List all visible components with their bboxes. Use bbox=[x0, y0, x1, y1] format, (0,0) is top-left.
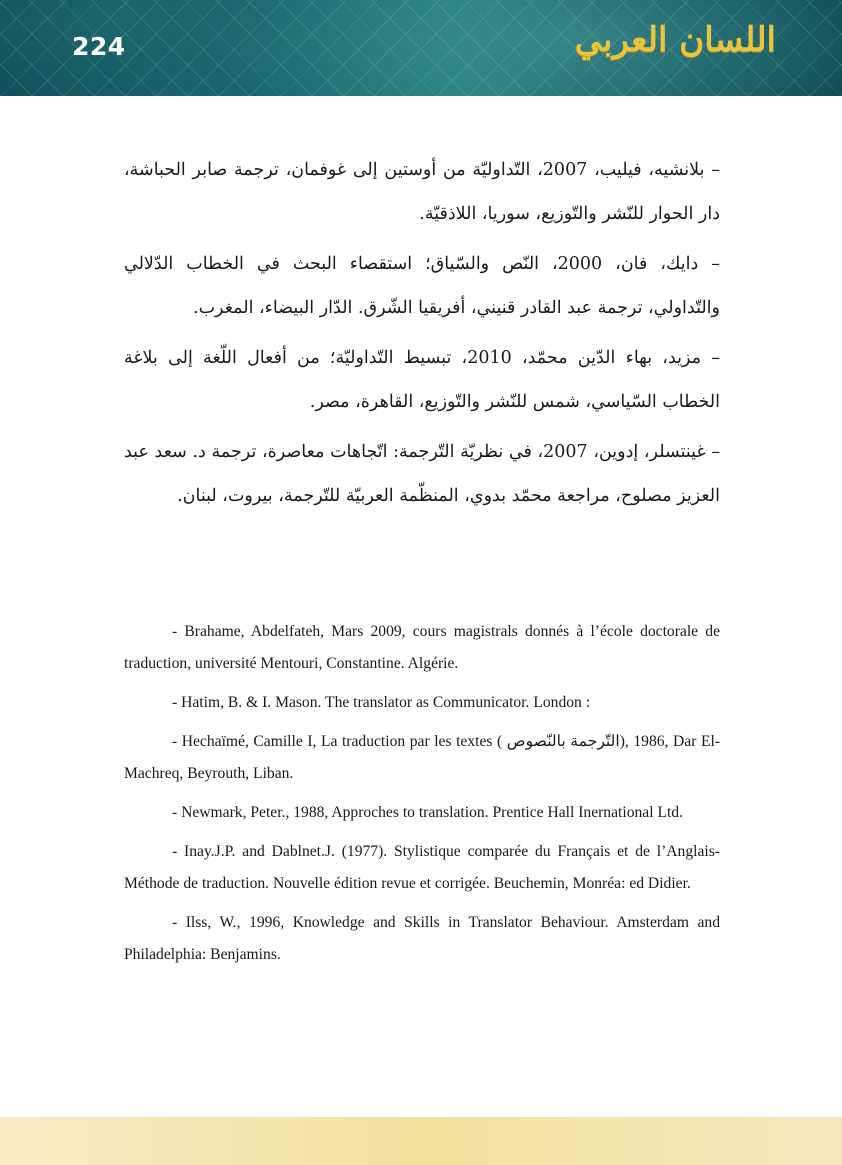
arabic-reference-item: – دايك، فان، 2000، النّص والسّياق؛ استقصاء البحث في الخطاب الدّلالي والتّداولي، ترجمة عبد القادر قنيني، أفريقيا الشّرق. الدّار البيضاء، المغرب. bbox=[124, 254, 721, 318]
foreign-reference-item: - Ilss, W., 1996, Knowledge and Skills in Translator Behaviour. Amsterdam and Philadelphia: Benjamins. bbox=[124, 914, 720, 963]
foreign-reference-item: - Hatim, B. & I. Mason. The translator as Communicator. London : bbox=[172, 694, 591, 711]
foreign-reference-item: - Hechaïmé, Camille I, La traduction par les textes ( التّرجمة بالنّصوص), 1986, Dar El-Machreq, Beyrouth, Liban. bbox=[124, 733, 720, 782]
arabic-reference-item: – بلانشيه، فيليب، 2007، التّداوليّة من أوستين إلى غوفمان، ترجمة صابر الحباشة، دار الحوار للنّشر والتّوزيع، سوريا، اللاذقيّة. bbox=[124, 160, 720, 224]
foreign-references-list bbox=[124, 616, 720, 978]
foreign-reference-item: - Newmark, Peter., 1988, Approches to translation. Prentice Hall Inernational Ltd. bbox=[172, 804, 683, 821]
foreign-reference-item: - Inay.J.P. and Dablnet.J. (1977). Stylistique comparée du Français et de l’Anglais- Méthode de traduction. Nouvelle édition revue et corrigée. Beuchemin, Monréa: ed Didier. bbox=[124, 843, 720, 892]
page-footer-band bbox=[0, 1117, 842, 1165]
arabic-reference-item: – غينتسلر، إدوين، 2007، في نظريّة التّرجمة: اتّجاهات معاصرة، ترجمة د. سعد عبد العزيز مصلوح، مراجعة محمّد بدوي، المنظّمة العربيّة للتّرجمة، بيروت، لبنان. bbox=[124, 442, 720, 506]
page-number: 224 bbox=[72, 32, 126, 61]
arabic-reference-item: – مزيد، بهاء الدّين محمّد، 2010، تبسيط التّداوليّة؛ من أفعال اللّغة إلى بلاغة الخطاب السّياسي، شمس للنّشر والتّوزيع، القاهرة، مصر. bbox=[124, 348, 721, 412]
page-header bbox=[0, 0, 842, 96]
foreign-reference-item: - Brahame, Abdelfateh, Mars 2009, cours magistrals donnés à l’école doctorale de traduction, université Mentouri, Constantine. Algérie. bbox=[124, 623, 720, 672]
journal-logo: اللسان العربي bbox=[574, 20, 776, 60]
arabic-references-list bbox=[124, 148, 720, 524]
